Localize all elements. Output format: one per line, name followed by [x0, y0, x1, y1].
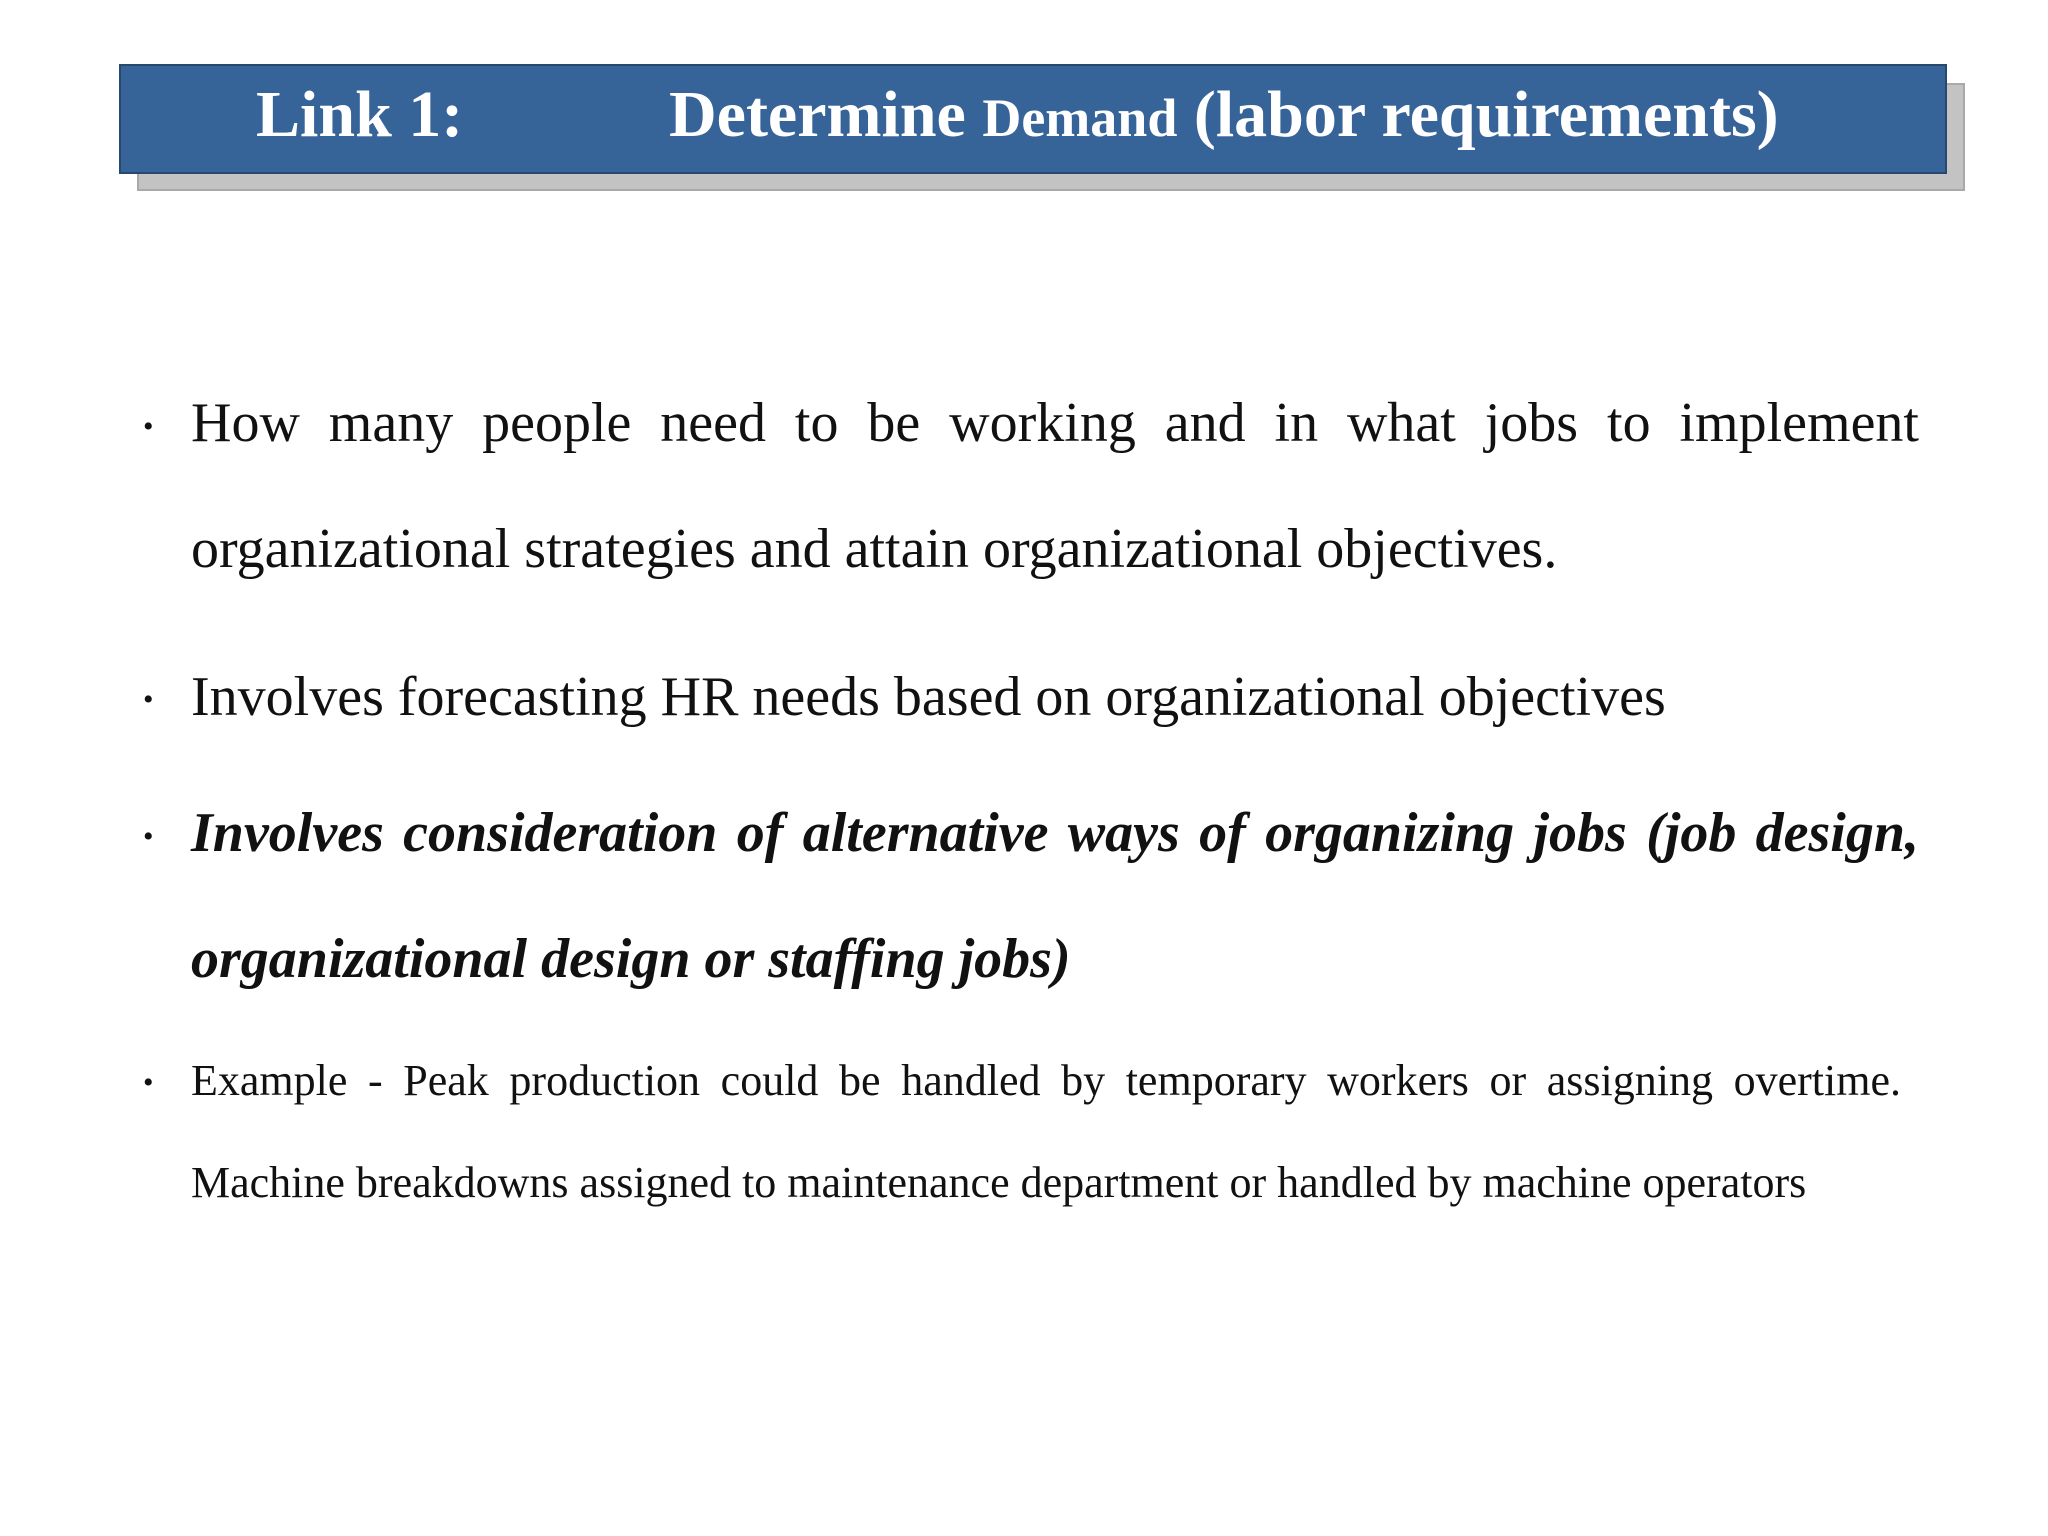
bullet-marker-2: • [143, 683, 154, 716]
bullet-4-line-1: Example - Peak production could be handled by temporary workers or assigning overtime. [191, 1056, 1901, 1105]
bullet-3-line-1: Involves consideration of alternative ways of organizing jobs (job design, [191, 802, 1919, 864]
slide-title-bar [119, 64, 1947, 174]
bullet-1-line-1: How many people need to be working and in what jobs to implement [191, 392, 1919, 454]
slide-title-main [669, 78, 1779, 151]
bullet-4-line-2: Machine breakdowns assigned to maintenance department or handled by machine operators [191, 1158, 1807, 1207]
bullet-marker-4: • [143, 1066, 154, 1099]
bullet-1-line-2: organizational strategies and attain organizational objectives. [191, 518, 1558, 580]
slide-title-demand: Demand [982, 88, 1178, 148]
slide-title-rest: (labor requirements) [1193, 78, 1779, 151]
slide-title-determine: Determine [669, 78, 966, 151]
bullet-marker-1: • [143, 410, 154, 443]
slide-title-link: Link 1: [256, 78, 464, 151]
bullet-marker-3: • [143, 820, 154, 853]
bullet-3-line-2: organizational design or staffing jobs) [191, 928, 1071, 990]
bullet-2-line-1: Involves forecasting HR needs based on organizational objectives [191, 666, 1666, 728]
